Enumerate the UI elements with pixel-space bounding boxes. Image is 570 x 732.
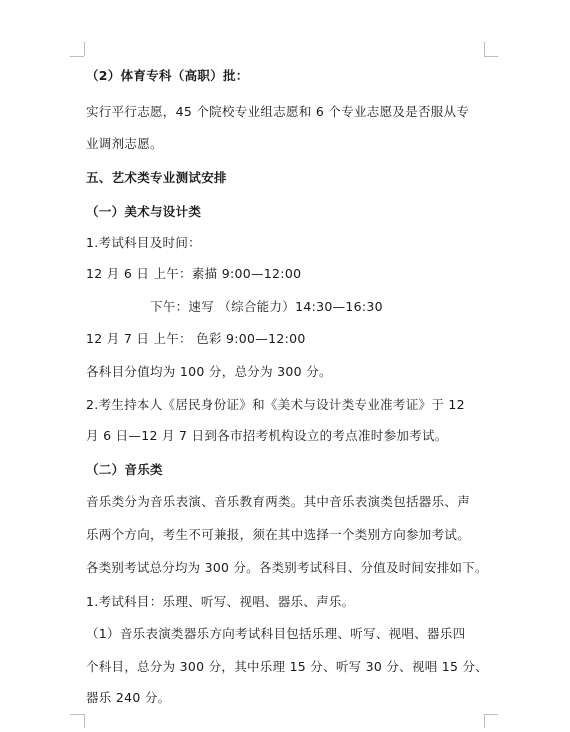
paragraph-line: 月 6 日—12 月 7 日到各市招考机构设立的考点准时参加考试。 <box>86 428 448 443</box>
crop-mark-bottom-left-v <box>84 714 85 728</box>
paragraph-line: （1）音乐表演类器乐方向考试科目包括乐理、听写、视唱、器乐四 <box>86 626 466 641</box>
section-heading-art-tests: 五、艺术类专业测试安排 <box>86 170 227 185</box>
crop-mark-bottom-left-h <box>70 714 84 715</box>
paragraph-line: 1.考试科目及时间： <box>86 235 201 250</box>
crop-mark-top-right-h <box>484 56 498 57</box>
paragraph-line: 1.考试科目：乐理、听写、视唱、器乐、声乐。 <box>86 594 355 609</box>
subsection-heading-music: （二）音乐类 <box>86 462 163 477</box>
paragraph-line: 业调剂志愿。 <box>86 136 163 151</box>
crop-mark-top-left-v <box>84 42 85 56</box>
schedule-line: 12 月 6 日 上午：素描 9:00—12:00 <box>86 266 302 281</box>
crop-mark-bottom-right-v <box>484 714 485 728</box>
paragraph-line: 个科目，总分为 300 分，其中乐理 15 分、听写 30 分、视唱 15 分、 <box>86 659 489 674</box>
paragraph-line: 音乐类分为音乐表演、音乐教育两类。其中音乐表演类包括器乐、声 <box>86 494 471 509</box>
paragraph-line: 乐两个方向，考生不可兼报，须在其中选择一个类别方向参加考试。 <box>86 527 471 542</box>
paragraph-line: 各类别考试总分均为 300 分。各类别考试科目、分值及时间安排如下。 <box>86 560 488 575</box>
subsection-heading-fine-arts: （一）美术与设计类 <box>86 204 202 219</box>
crop-mark-top-right-v <box>484 42 485 56</box>
paragraph-line: 实行平行志愿，45 个院校专业组志愿和 6 个专业志愿及是否服从专 <box>86 104 470 119</box>
paragraph-line: 2.考生持本人《居民身份证》和《美术与设计类专业准考证》于 12 <box>86 397 465 412</box>
crop-mark-bottom-right-h <box>484 714 498 715</box>
heading-sports-vocational-batch: （2）体育专科（高职）批： <box>86 68 249 83</box>
schedule-line: 12 月 7 日 上午： 色彩 9:00—12:00 <box>86 331 306 346</box>
paragraph-line: 器乐 240 分。 <box>86 690 171 705</box>
schedule-line: 下午：速写 （综合能力）14:30—16:30 <box>150 299 383 314</box>
paragraph-line: 各科目分值均为 100 分，总分为 300 分。 <box>86 364 332 379</box>
crop-mark-top-left-h <box>70 56 84 57</box>
